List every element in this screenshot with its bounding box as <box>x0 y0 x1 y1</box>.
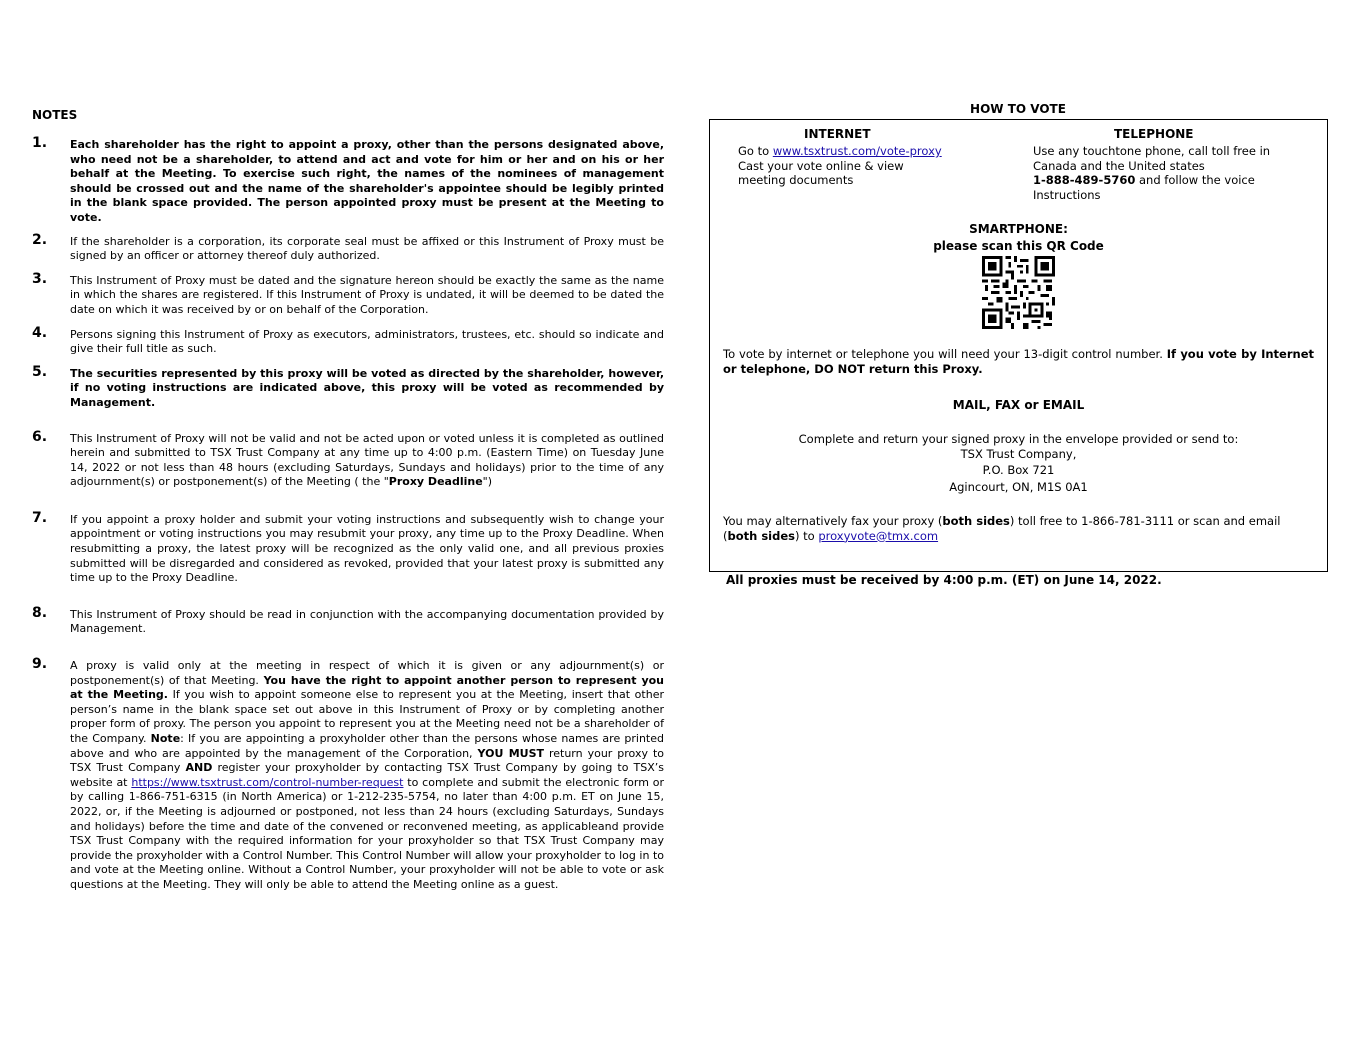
note-item <box>32 231 664 264</box>
mail-po-box: P.O. Box 721 <box>982 463 1055 477</box>
telephone-number: 1-888-489-5760 <box>1033 173 1136 188</box>
proxy-deadline-footer: All proxies must be received by 4:00 p.m. (ET) on June 14, 2022. <box>726 573 1162 587</box>
note-text: This Instrument of Proxy will not be valid and not be acted upon or voted unless it is completed as outlined herein and submitted to TSX Trust Company at any time up to 4:00 p.m. (Eastern Time) on Tuesday June 14, 2022 or not less than 48 hours (excluding Saturdays, Sundays and holidays) prior to the time of any adjournment(s) or postponement(s) of the Meeting ( the " <box>70 431 664 489</box>
proxy-deadline-term: Proxy Deadline <box>388 475 483 489</box>
note-number: 7. <box>32 509 48 526</box>
note-number: 2. <box>32 231 48 248</box>
smartphone-heading: SMARTPHONE: <box>969 222 1068 236</box>
note-item <box>32 135 664 226</box>
control-number-request-link[interactable]: https://www.tsxtrust.com/control-number-request <box>131 775 404 789</box>
note-number: 8. <box>32 604 48 621</box>
how-to-vote-title: HOW TO VOTE <box>970 102 1066 116</box>
telephone-heading: TELEPHONE <box>1114 127 1194 141</box>
note-number: 3. <box>32 270 48 287</box>
note-item <box>32 428 664 490</box>
note-text: to complete and submit the electronic form or by calling 1-866-751-6315 (in North America) or 1-212-235-5754, no later than 4:00 p.m. ET on June 15, 2022, or, if the Meeting is adjourned or postponed, not less than 24 hours (excluding Saturdays, Sundays and holidays) before the time and date of the convened or reconvened meeting, as applicableand provide TSX Trust Company with the required information for your proxyholder so that TSX Trust Company may provide the proxyholder with a Control Number. This Control Number will allow your proxyholder to log in to and vote at the Meeting online. Without a Control Number, your proxyholder will not be able to vote or ask questions at the Meeting. They will only be able to attend the Meeting online as a guest. <box>70 775 664 891</box>
note-item <box>32 324 664 357</box>
note-text: This Instrument of Proxy should be read in conjunction with the accompanying documentation provided by Management. <box>70 607 664 636</box>
mail-line1: Complete and return your signed proxy in the envelope provided or send to: <box>798 432 1239 446</box>
mail-heading: MAIL, FAX or EMAIL <box>952 398 1085 412</box>
note-item <box>32 656 665 893</box>
internet-heading: INTERNET <box>804 127 871 141</box>
note-number: 9. <box>32 656 48 673</box>
note-number: 5. <box>32 363 48 380</box>
control-number-warning: If you vote by Internet or telephone, DO NOT return this Proxy. <box>723 347 1314 376</box>
vote-proxy-link[interactable]: www.tsxtrust.com/vote-proxy <box>772 144 942 158</box>
note-text: A proxy is valid only at the meeting in respect of which it is given or any adjournment(s) or postponement(s) of that Meeting. <box>70 659 664 687</box>
telephone-block <box>1033 144 1323 202</box>
note-text: This Instrument of Proxy must be dated and the signature hereon should be exactly the same as the name in which the shares are registered. If this Instrument of Proxy is undated, it will be deemed to be dated the date on which it was received by or on behalf of the Corporation. <box>70 273 664 316</box>
note-number: 6. <box>32 428 48 445</box>
control-number-text: To vote by internet or telephone you will need your 13-digit control number. <box>723 347 1167 361</box>
note-emphasis: Note <box>150 732 181 745</box>
notes-section <box>32 108 664 893</box>
note-text: Each shareholder has the right to appoint a proxy, other than the persons designated above, who need not be a shareholder, to attend and act and vote for him or her and on his or her behalf at the Meeting. To exercise such right, the names of the nominees of management should be crossed out and the name of the shareholder's appointee should be legibly printed in the blank space provided. The person appointed proxy must be present at the Meeting to vote. <box>70 138 664 224</box>
note-emphasis: YOU MUST <box>477 746 544 760</box>
telephone-line3: and follow the voice <box>1135 173 1255 188</box>
telephone-line4: Instructions <box>1033 187 1101 202</box>
how-to-vote-box <box>709 119 1328 572</box>
fax-text: ) to <box>794 528 819 543</box>
telephone-line1: Use any touchtone phone, call toll free in <box>1033 144 1271 158</box>
fax-email-note <box>723 514 1314 543</box>
qr-code[interactable] <box>980 256 1057 329</box>
note-text: return your proxy to TSX Trust Company <box>70 746 664 775</box>
note-emphasis: AND <box>185 761 213 775</box>
note-text: register your proxyholder by contacting TSX Trust Company by going to TSX’s website at <box>70 761 665 789</box>
control-number-note <box>723 347 1314 376</box>
note-emphasis: You have the right to appoint another person to represent you at the Meeting. <box>70 673 665 702</box>
notes-title: NOTES <box>32 108 78 122</box>
note-text: If you appoint a proxy holder and submit your voting instructions and subsequently wish to change your appointment or voting instructions you may resubmit your proxy, any time up to the Proxy Deadline. When resubmitting a proxy, the latest proxy will be recognized as the only valid one, and all previous proxies submitted will be disregarded and considered as revoked, provided that your latest proxy is submitted any time up to the Proxy Deadline. <box>70 512 664 585</box>
proxyvote-email-link[interactable]: proxyvote@tmx.com <box>818 528 939 543</box>
note-text: Persons signing this Instrument of Proxy as executors, administrators, trustees, etc. should so indicate and give their full title as such. <box>70 327 664 356</box>
note-text: : If you are appointing a proxyholder other than the persons whose names are printed above and who are appointed by the management of the Corporation, <box>70 732 664 760</box>
note-text: If the shareholder is a corporation, its corporate seal must be affixed or this Instrument of Proxy must be signed by an officer or attorney thereof duly authorized. <box>70 234 664 263</box>
note-item <box>32 270 664 318</box>
note-item <box>32 509 664 586</box>
note-item <box>32 604 664 637</box>
note-number: 4. <box>32 324 48 341</box>
note-text: If you wish to appoint someone else to represent you at the Meeting, insert that other person’s name in the blank space set out above in this Instrument of Proxy or by completing another proper form of proxy. The person you appoint to represent you at the Meeting need not be a shareholder of the Company. <box>70 688 664 745</box>
telephone-line2: Canada and the United states <box>1033 158 1205 173</box>
internet-go-to: Go to <box>738 144 773 158</box>
note-text-end: ") <box>482 475 493 489</box>
mail-company: TSX Trust Company, <box>960 447 1077 461</box>
email-both-sides: both sides <box>727 528 795 543</box>
mail-city: Agincourt, ON, M1S 0A1 <box>949 480 1088 494</box>
note-text: The securities represented by this proxy will be voted as directed by the shareholder, however, if no voting instructions are indicated above, this proxy will be voted as recommended by Management. <box>70 366 664 409</box>
note-item <box>32 363 664 411</box>
fax-text: You may alternatively fax your proxy ( <box>723 514 943 528</box>
internet-line3: meeting documents <box>738 173 854 188</box>
smartphone-subheading: please scan this QR Code <box>933 239 1104 253</box>
note-number: 1. <box>32 135 48 151</box>
fax-text: ) toll free to 1-866-781-3111 or scan and email ( <box>723 514 1281 543</box>
internet-block <box>738 144 978 188</box>
internet-line2: Cast your vote online & view <box>738 158 904 173</box>
fax-both-sides: both sides <box>942 514 1010 528</box>
